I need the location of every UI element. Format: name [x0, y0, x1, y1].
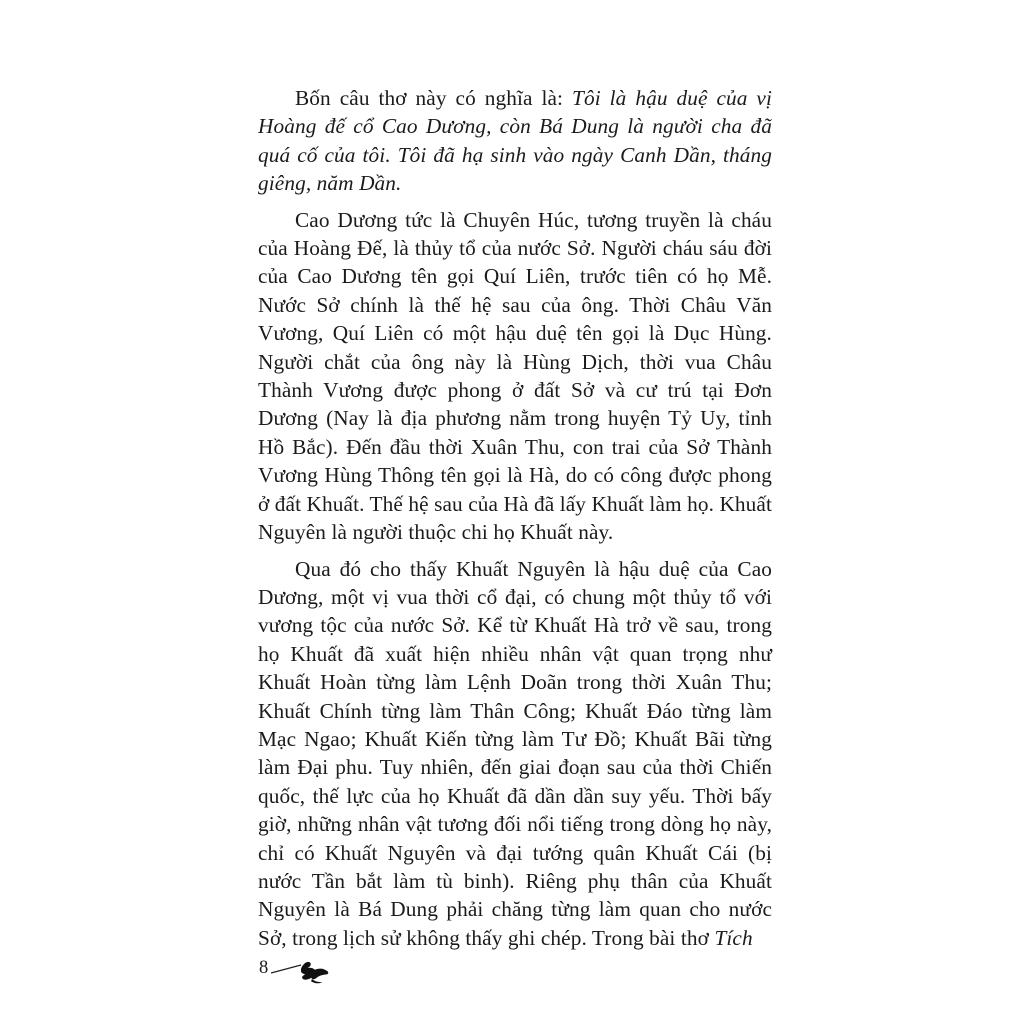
bird-flourish-icon — [270, 958, 332, 992]
page-number: 8 — [259, 958, 269, 978]
paragraph — [258, 555, 772, 953]
page-footer — [259, 956, 332, 992]
italic-text-segment: Tôi là hậu duệ của vị Hoàng đế cổ Cao Dương, còn Bá Dung là người cha đã quá cố của tôi. Tôi đã hạ sinh vào ngày Canh Dần, tháng giêng, năm Dần. — [258, 86, 772, 196]
text-segment: Cao Dương tức là Chuyên Húc, tương truyền là cháu của Hoàng Đế, là thủy tổ của nước Sở. Người cháu sáu đời của Cao Dương tên gọi Quí Liên, trước tiên có họ Mễ. Nước Sở chính là thế hệ sau của ông. Thời Châu Văn Vương, Quí Liên có một hậu duệ tên gọi là Dục Hùng. Người chắt của ông này là Hùng Dịch, thời vua Châu Thành Vương được phong ở đất Sở và cư trú tại Đơn Dương (Nay là địa phương nằm trong huyện Tỷ Uy, tỉnh Hồ Bắc). Đến đầu thời Xuân Thu, con trai của Sở Thành Vương Hùng Thông tên gọi là Hà, do có công được phong ở đất Khuất. Thế hệ sau của Hà đã lấy Khuất làm họ. Khuất Nguyên là người thuộc chi họ Khuất này. — [258, 207, 772, 545]
text-segment: Qua đó cho thấy Khuất Nguyên là hậu duệ của Cao Dương, một vị vua thời cổ đại, có chung một thủy tổ với vương tộc của nước Sở. Kể từ Khuất Hà trở về sau, trong họ Khuất đã xuất hiện nhiều nhân vật quan trọng như Khuất Hoàn từng làm Lệnh Doãn trong thời Xuân Thu; Khuất Chính từng làm Thân Công; Khuất Đáo từng làm Mạc Ngao; Khuất Kiến từng làm Tư Đồ; Khuất Bãi từng làm Đại phu. Tuy nhiên, đến giai đoạn sau của thời Chiến quốc, thế lực của họ Khuất đã dần dần suy yếu. Thời bấy giờ, những nhân vật tương đối nổi tiếng trong dòng họ này, chỉ có Khuất Nguyên và đại tướng quân Khuất Cái (bị nước Tần bắt làm tù binh). Riêng phụ thân của Khuất Nguyên là Bá Dung phải chăng từng làm quan cho nước Sở, trong lịch sử không thấy ghi chép. Trong bài thơ — [258, 556, 772, 950]
italic-text-segment: Tích — [714, 925, 753, 950]
paragraph — [258, 206, 772, 547]
text-segment: Bốn câu thơ này có nghĩa là: — [295, 86, 572, 110]
paragraph — [258, 84, 772, 198]
text-block — [258, 84, 772, 952]
